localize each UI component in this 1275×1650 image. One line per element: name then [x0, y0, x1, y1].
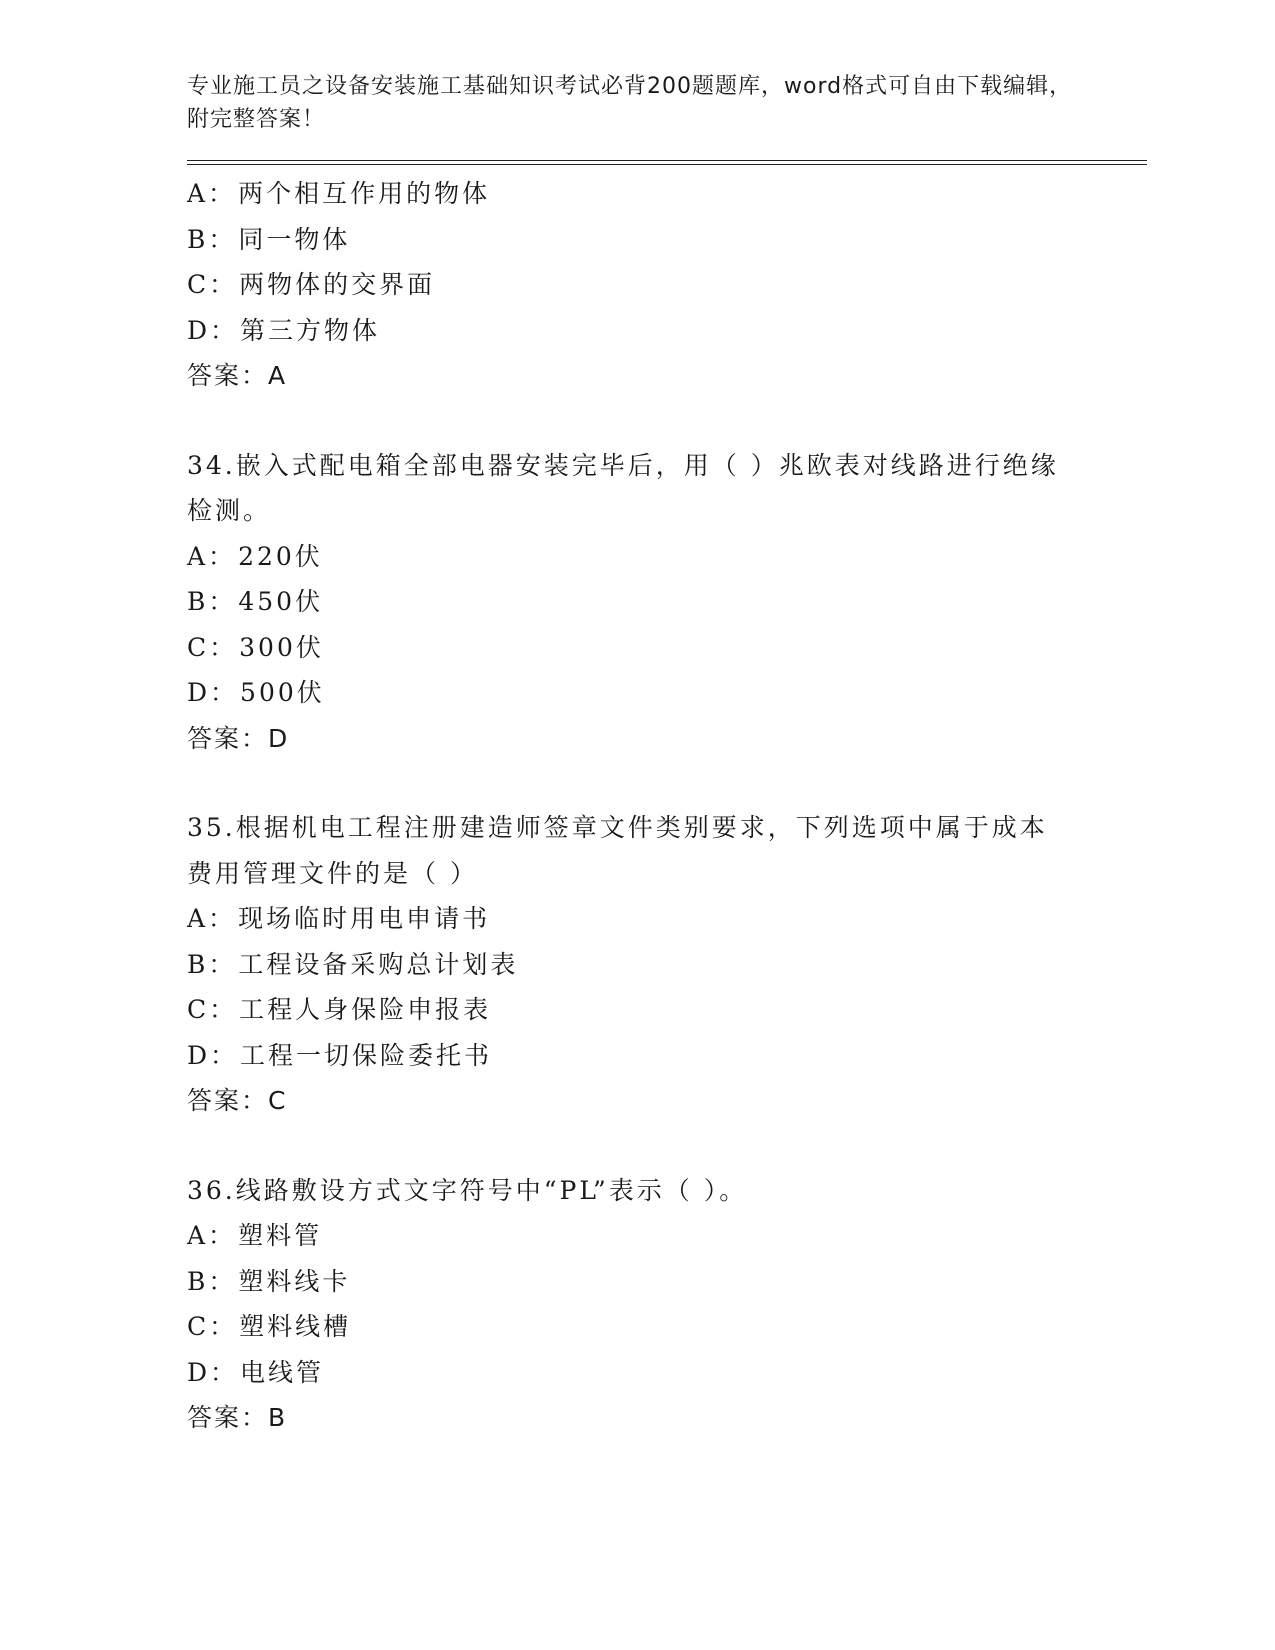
- header-divider: [187, 160, 1147, 165]
- question-block-partial: [187, 171, 1147, 399]
- document-header: 专业施工员之设备安装施工基础知识考试必背200题题库，word格式可自由下载编辑，附完整答案！: [187, 74, 1073, 132]
- option-c: C：塑料线槽: [187, 1312, 352, 1341]
- option-d: D：工程一切保险委托书: [187, 1040, 493, 1070]
- option-c: C：300伏: [187, 632, 324, 662]
- option-b: B：工程设备采购总计划表: [187, 949, 519, 979]
- option-d: D：第三方物体: [187, 315, 381, 345]
- answer-line: 答案：C: [187, 1086, 288, 1115]
- option-c: C：工程人身保险申报表: [187, 995, 492, 1024]
- option-b: B：450伏: [187, 587, 324, 616]
- option-a: A：220伏: [187, 541, 323, 571]
- option-a: A：两个相互作用的物体: [187, 179, 491, 208]
- document-page: [187, 70, 1147, 1441]
- divider-line: [187, 160, 1147, 161]
- option-a: A：塑料管: [187, 1221, 323, 1250]
- option-b: B：同一物体: [187, 224, 351, 254]
- question-block-35: [187, 805, 1147, 1124]
- question-text: 34.嵌入式配电箱全部电器安装完毕后，用（ ）兆欧表对线路进行绝缘检测。: [187, 450, 1059, 525]
- option-c: C：两物体的交界面: [187, 270, 436, 299]
- question-text: 35.根据机电工程注册建造师签章文件类别要求，下列选项中属于成本费用管理文件的是（ ）: [187, 813, 1048, 888]
- option-b: B：塑料线卡: [187, 1266, 351, 1296]
- answer-line: 答案：D: [187, 723, 290, 753]
- answer-line: 答案：B: [187, 1403, 288, 1432]
- question-text: 36.线路敷设方式文字符号中“PL”表示（ ）。: [187, 1175, 748, 1205]
- question-block-36: [187, 1168, 1147, 1441]
- answer-line: 答案：A: [187, 361, 288, 390]
- option-d: D：500伏: [187, 678, 325, 707]
- option-a: A：现场临时用电申请书: [187, 904, 491, 933]
- question-block-34: [187, 443, 1147, 762]
- option-d: D：电线管: [187, 1357, 325, 1387]
- divider-line: [187, 164, 1147, 165]
